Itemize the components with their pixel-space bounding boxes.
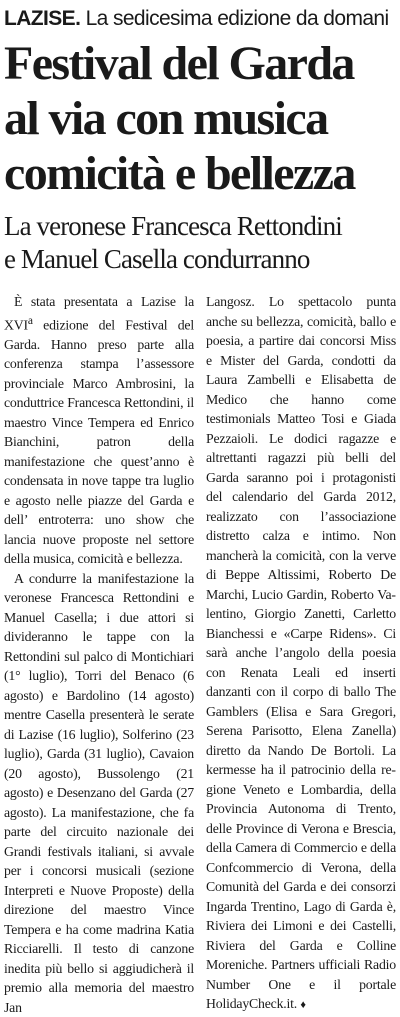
body-paragraph: A condurre la manifestazione la veronese Francesca Rettondini e Manuel Casella; i due attori si divideranno le tappe con la Rettondini sul palco di Montichiari (1° luglio), Torri del Benaco (6 agosto) e Bardolino (14 agosto) mentre Casella presenterà le serate di Lazise (16 luglio), Solferino (23 luglio), Garda (31 luglio), Cavaion (20 agosto), Bussolengo (21 agosto) e Desenzano del Garda (27 agosto). La manifestazione, che fa parte del circuito nazionale dei Grandi festivals italiani, si avvale per i concorsi musicali (sezione Interpreti e Nuove Proposte) della direzione del maestro Vince Tempera e ha come madrina Katia Ricciarelli. Il testo di canzone inedita più bello si aggiudicherà il premio alla memoria del maestro Jan [4, 570, 194, 1015]
body-paragraph [206, 292, 396, 1016]
subheadline-line: La veronese Francesca Rettondini [4, 211, 342, 241]
body-column-right [206, 292, 396, 1016]
subheadline [4, 210, 396, 276]
body-column-left [4, 292, 194, 1017]
subheadline-line: e Manuel Casella condurranno [4, 244, 310, 274]
end-mark-icon: ♦ [300, 999, 306, 1011]
kicker-text: La sedicesima edizione da domani [85, 7, 389, 30]
headline-line: comicità e bellezza [4, 147, 355, 200]
headline-line: Festival del Garda [4, 37, 354, 90]
body-paragraph-text: Langosz. Lo spettacolo punta anche su bellezza, comicità, ballo e poesia, a partire dai concorsi Miss e Mister del Garda, condotti da Laura Zambelli e Elisabetta de Medico che hanno come testimonials Matteo Tosi e Giada Pezzaioli. Le dodici ragazze e altrettanti ragazzi più belli del Garda saranno poi i protagonisti del calendario del Garda 2012, realizzato con l’associazione distretto calza e intimo. Non mancherà la comicità, con la verve di Beppe Altissimi, Roberto De Marchi, Lucio Gardin, Roberto Valentino, Giorgio Zanetti, Carletto Bianchessi e «Carpe Ridens». Ci sarà anche l’angolo della poesia con Renata Leali ed inserti danzanti con il corpo di ballo The Gamblers (Elisa e Sara Gregori, Serena Parisotto, Elena Zanella) diretto da Nando De Bortoli. La kermesse ha il patrocinio della regione Veneto e Lombardia, della Provincia Autonoma di Trento, delle Province di Verona e Brescia, della Camera di Commercio e della Confcommercio di Verona, della Comunità del Garda e dei consorzi Ingarda Trentino, Lago di Garda è, Riviera dei Limoni e dei Castelli, Riviera del Garda e Colline Moreniche. Partners ufficiali Radio Number One e il portale HolidayCheck.it. [206, 294, 396, 1011]
headline-line: al via con musica [4, 92, 328, 145]
kicker-place: LAZISE. [4, 7, 81, 30]
kicker [4, 6, 396, 32]
headline [4, 36, 396, 201]
body-paragraph: È stata presentata a Lazise la XVI$^a$ edizione del Festival del Garda. Hanno preso parte alla conferenza stampa l’assessore provinciale Marco Ambrosini, la conduttrice Francesca Rettondini, il maestro Vince Tempera ed Enrico Bianchini, patron della manifestazione che quest’anno è condensata in nove tappe tra luglio e agosto nelle piazze del Garda e dell’ entroterra: uno show che lancia nuove proposte nel settore della musica, comicità e bellezza. [4, 294, 194, 567]
